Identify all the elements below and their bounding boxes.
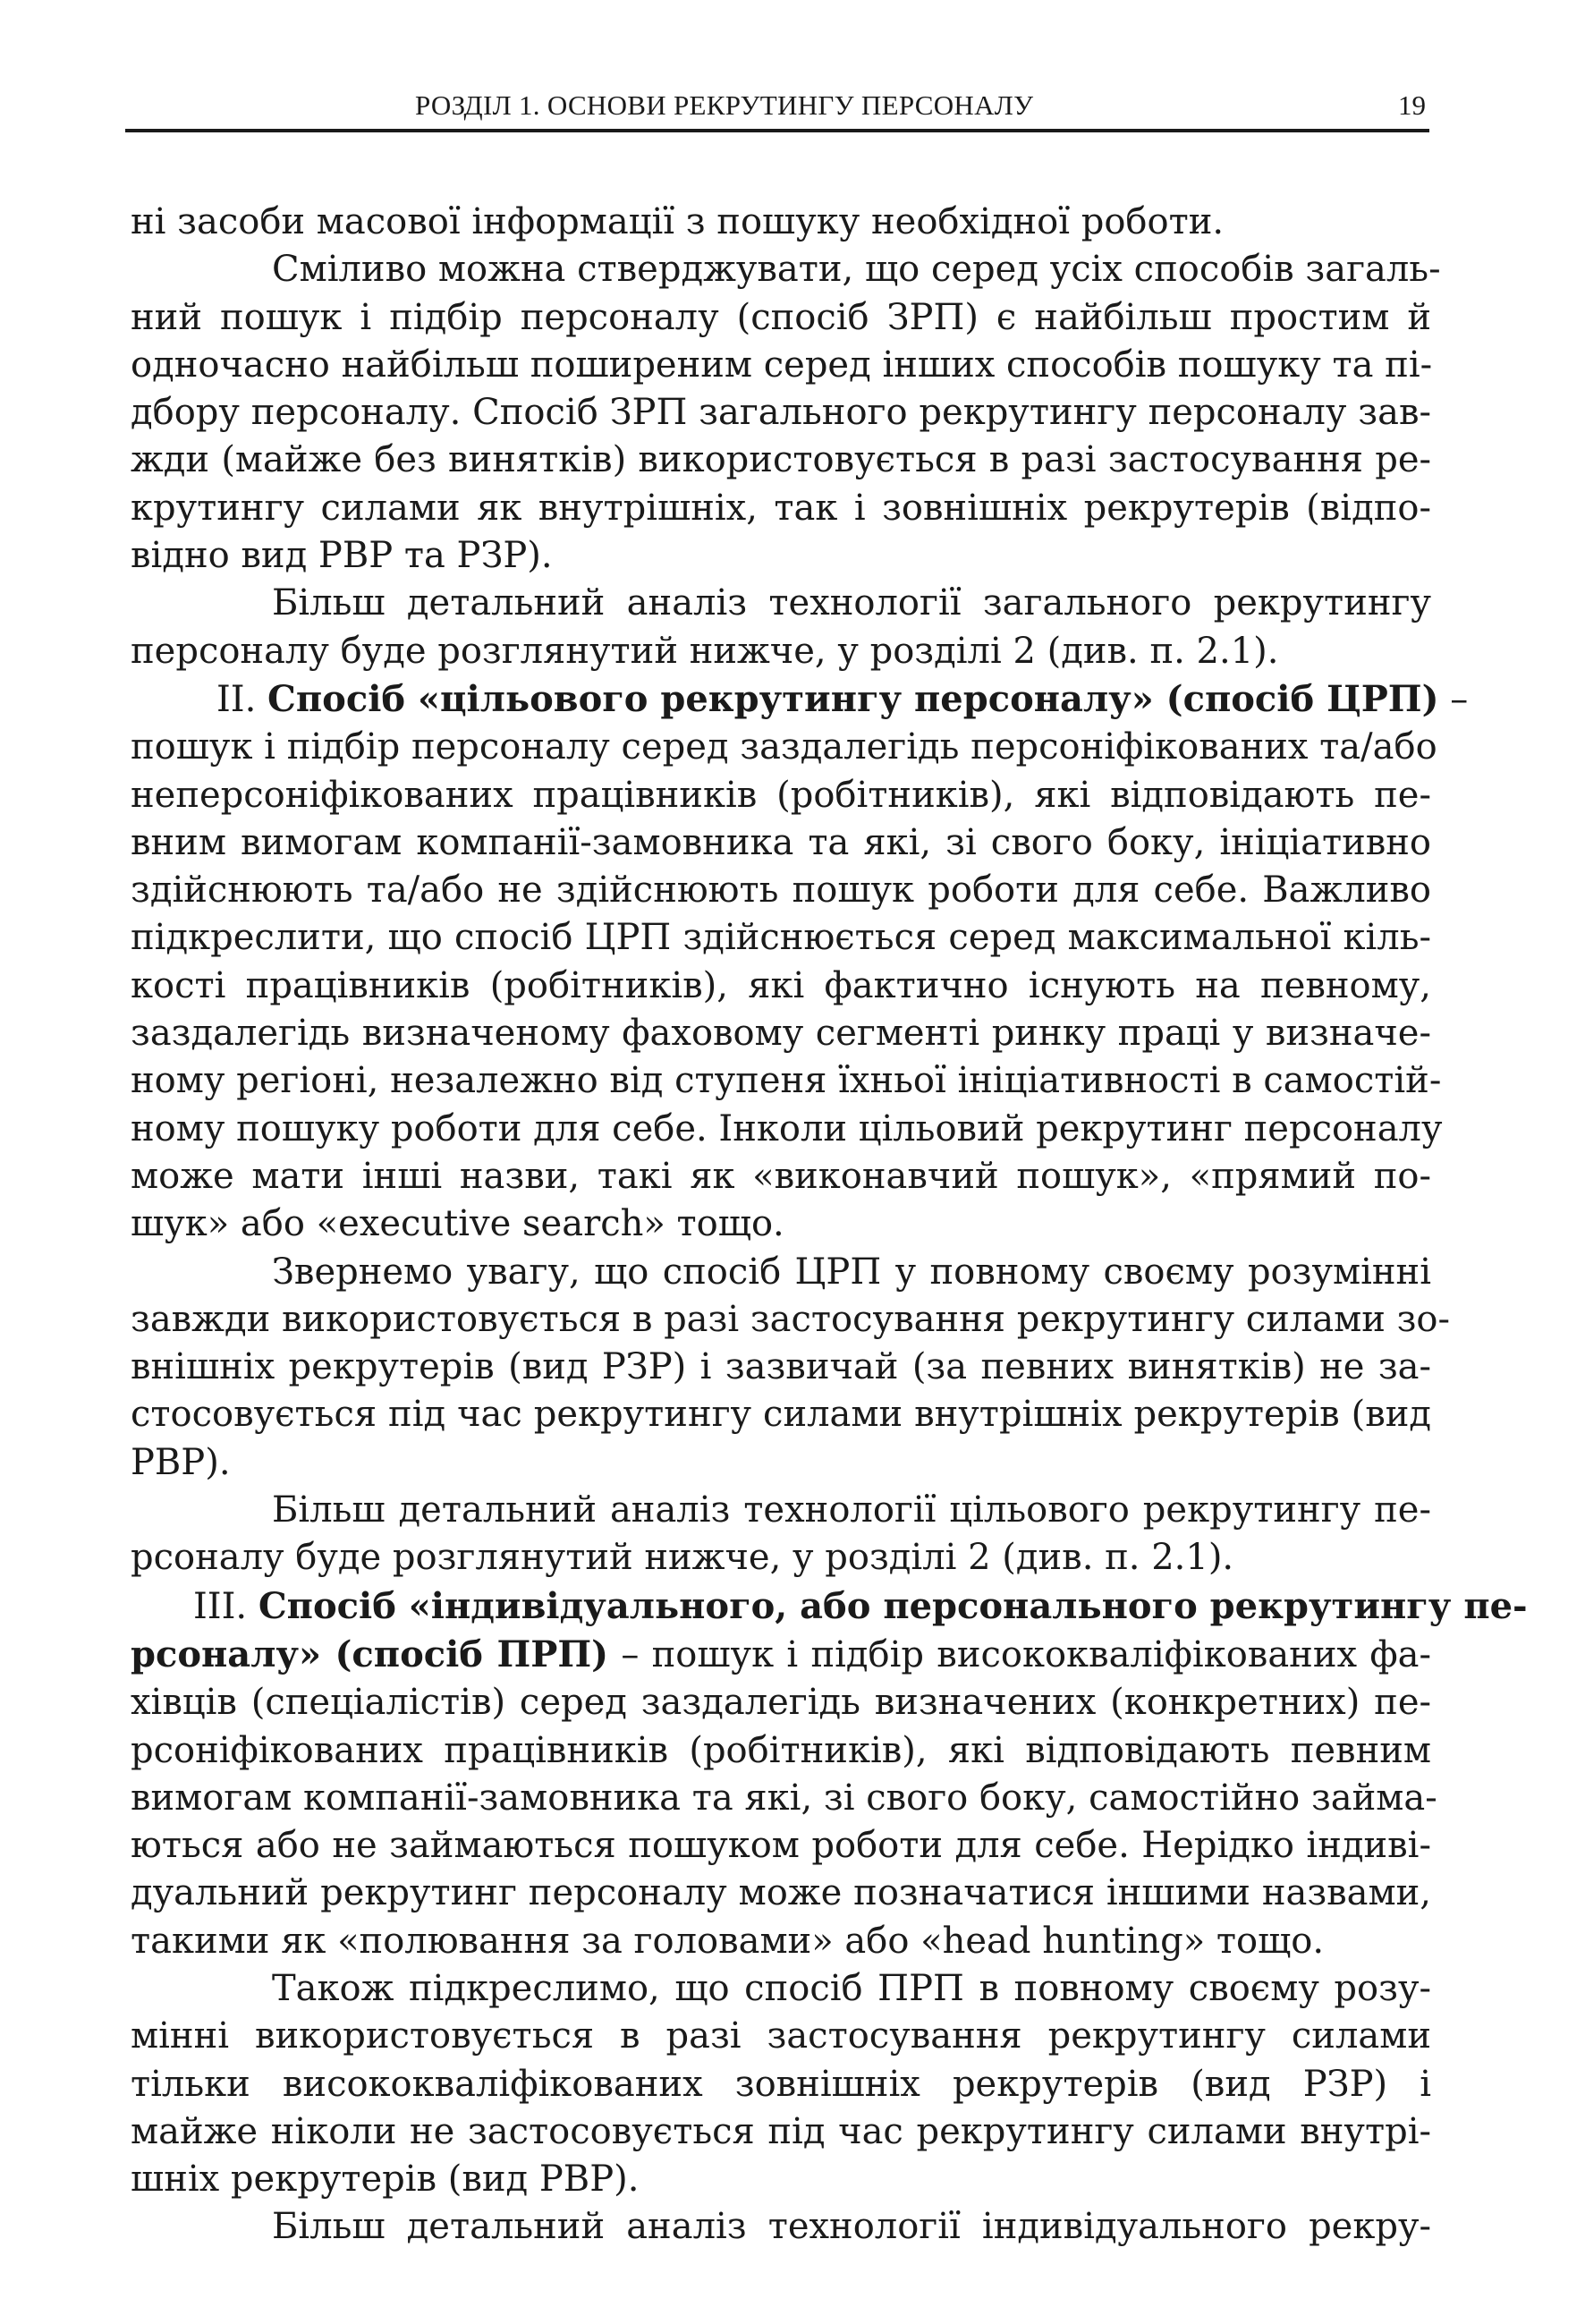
section-heading-line [131,1582,1528,1631]
section-term: Спосіб «цільового рекрутингу персоналу» (спосіб ЦРП) [267,677,1439,720]
running-header [125,88,1429,132]
text-line: Більш детальний аналіз технології загального рекрутингу [272,582,1431,624]
section-heading-line [131,675,1469,724]
text-line: ному регіоні, незалежно від ступеня їхньої ініціативності в самостій- [131,1060,1442,1102]
text-line: майже ніколи не застосовується під час рекрутингу силами внутрі- [131,2110,1431,2152]
text-line: вимогам компанії-замовника та які, зі свого боку, самостійно займа- [131,1777,1437,1819]
section-heading-line [131,1631,1431,1679]
text-line: Також підкреслимо, що спосіб ПРП в повному своєму розу- [272,1967,1431,2009]
text-line: підкреслити, що спосіб ЦРП здійснюється серед максимальної кіль- [131,917,1431,959]
text-line: завжди використовується в разі застосування рекрутингу силами зо- [131,1298,1450,1340]
text-line: крутингу силами як внутрішніх, так і зовнішніх рекрутерів (відпо- [131,487,1431,529]
text-line: рсоналу буде розглянутий нижче, у розділі 2 (див. п. 2.1). [131,1537,1234,1579]
text-line: заздалегідь визначеному фаховому сегменті ринку праці у визначе- [131,1013,1431,1055]
text-line: пошук і підбір персоналу серед заздалегідь персоніфікованих та/або [131,726,1437,768]
text-line: жди (майже без винятків) використовується в разі застосування ре- [131,439,1431,481]
text-line: ні засоби масової інформації з пошуку необхідної роботи. [131,201,1225,242]
text-line: шніх рекрутерів (вид РВР). [131,2159,640,2201]
text-line: тільки висококваліфікованих зовнішніх рекрутерів (вид РЗР) і [131,2063,1431,2105]
text-line: Більш детальний аналіз технології цільового рекрутингу пе- [272,1489,1431,1531]
text-line: Сміливо можна стверджувати, що серед усіх способів загаль- [272,249,1441,291]
text-line: шук» або «executive search» тощо. [131,1203,784,1245]
text-line: відно вид РВР та РЗР). [131,535,553,577]
text-line: рсоніфікованих працівників (робітників), які відповідають певним [131,1729,1431,1771]
text-line: дуальний рекрутинг персоналу може позначатися іншими назвами, [131,1872,1431,1914]
text-line: кості працівників (робітників), які фактично існують на певному, [131,964,1431,1006]
body-text [131,199,1528,2252]
text-line: такими як «полювання за головами» або «head hunting» тощо. [131,1920,1325,1962]
text-line: хівців (спеціалістів) серед заздалегідь визначених (конкретних) пе- [131,1682,1431,1724]
chapter-title: РОЗДІЛ 1. ОСНОВИ РЕКРУТИНГУ ПЕРСОНАЛУ [415,89,1034,121]
page-number: 19 [1398,89,1426,121]
text-line: стосовується під час рекрутингу силами внутрішніх рекрутерів (вид [131,1394,1431,1436]
text-line: ний пошук і підбір персоналу (спосіб ЗРП) є найбільш простим й [131,296,1431,338]
text-line: ному пошуку роботи для себе. Інколи цільовий рекрутинг персоналу [131,1107,1443,1149]
text-line: мінні використовується в разі застосування рекрутингу силами [131,2015,1431,2057]
text-line: внішніх рекрутерів (вид РЗР) і зазвичай (за певних винятків) не за- [131,1346,1431,1388]
text-line: неперсоніфікованих працівників (робітників), які відповідають пе- [131,774,1431,816]
text-line: здійснюють та/або не здійснюють пошук роботи для себе. Важливо [131,869,1431,912]
text-line: персоналу буде розглянутий нижче, у розділі 2 (див. п. 2.1). [131,630,1279,672]
text-line: дбору персоналу. Спосіб ЗРП загального рекрутингу персоналу зав- [131,392,1431,434]
text-line: РВР). [131,1441,231,1483]
text-line: може мати інші назви, такі як «виконавчий пошук», «прямий по- [131,1155,1431,1197]
section-definition: – пошук і підбір висококваліфікованих фа- [621,1633,1432,1675]
text-line: Більш детальний аналіз технології індивідуального рекру- [272,2206,1431,2248]
text-line: вним вимогам компанії-замовника та які, зі свого боку, ініціативно [131,821,1431,863]
text-line: Звернемо увагу, що спосіб ЦРП у повному своєму розумінні [272,1251,1431,1293]
section-term: Спосіб «індивідуального, або персонального рекрутингу пе- [258,1584,1528,1627]
section-number: II. [216,678,257,720]
section-definition: – [1450,678,1469,720]
text-line: одночасно найбільш поширеним серед інших способів пошуку та пі- [131,344,1433,386]
text-line: ються або не займаються пошуком роботи для себе. Нерідко індиві- [131,1825,1431,1867]
section-term: рсоналу» (спосіб ПРП) [131,1633,609,1675]
section-number: III. [193,1585,248,1627]
